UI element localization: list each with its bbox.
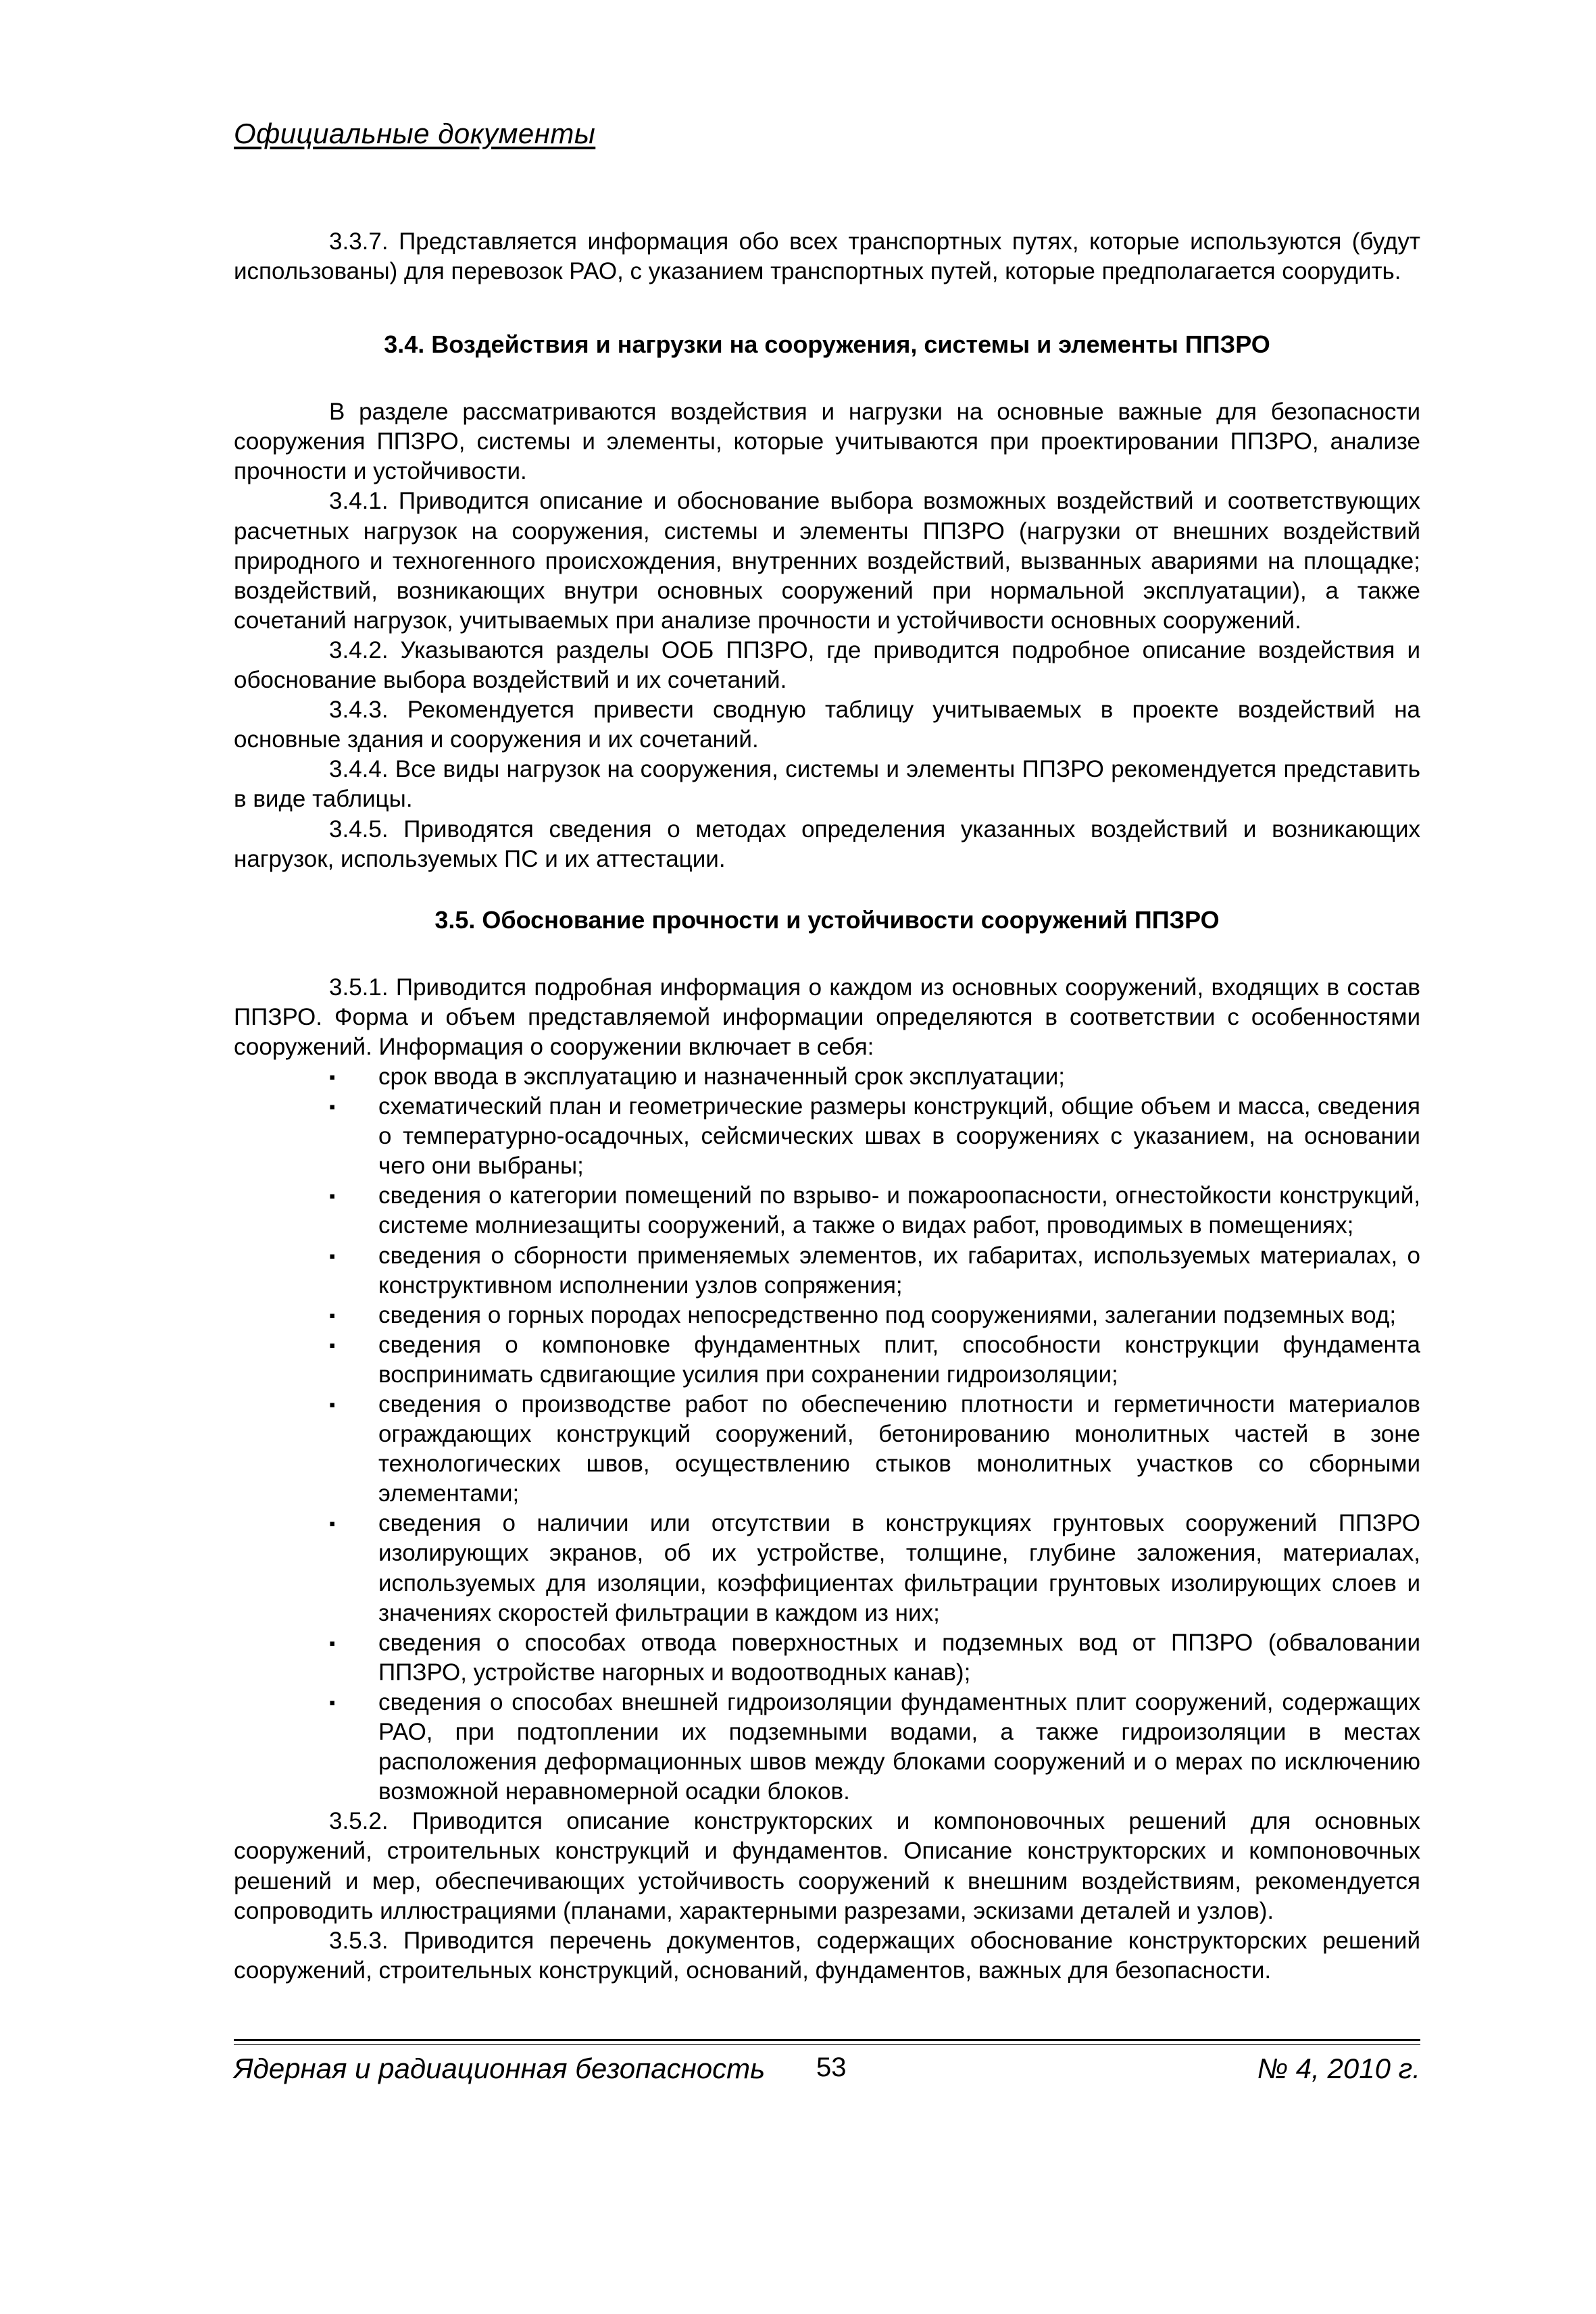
- list-item: [234, 1062, 1420, 1092]
- list-item: [234, 1301, 1420, 1330]
- list-item: [234, 1092, 1420, 1181]
- list-item: [234, 1330, 1420, 1390]
- list-item-text: срок ввода в эксплуатацию и назначенный срок эксплуатации;: [378, 1063, 1066, 1090]
- bullet-icon: ▪: [329, 1334, 336, 1355]
- section-heading-3-5: 3.5. Обоснование прочности и устойчивости сооружений ППЗРО: [434, 905, 1220, 934]
- footer-issue: № 4, 2010 г.: [1257, 2053, 1420, 2084]
- list-item: [234, 1628, 1420, 1688]
- paragraph-3-5-3: 3.5.3. Приводится перечень документов, содержащих обоснование конструкторских решений сооружений, строительных конструкций, оснований, фундаментов, важных для безопасности.: [234, 1927, 1420, 1984]
- paragraph-3-4-2: 3.4.2. Указываются разделы ООБ ППЗРО, где приводится подробное описание воздействия и обоснование выбора воздействий и их сочетаний.: [234, 636, 1420, 694]
- paragraph-3-4-4: 3.4.4. Все виды нагрузок на сооружения, системы и элементы ППЗРО рекомендуется представить в виде таблицы.: [234, 756, 1420, 813]
- list-item-text: сведения о компоновке фундаментных плит, способности конструкции фундамента воспринимать сдвигающие усилия при сохранении гидроизоляции;: [378, 1331, 1420, 1388]
- list-item: [234, 1181, 1420, 1240]
- info-bullet-list: [234, 1062, 1420, 1807]
- list-item-text: сведения о наличии или отсутствии в конструкциях грунтовых сооружений ППЗРО изолирующих экранов, об их устройстве, толщине, глубине заложения, материалах, используемых для изоляции, коэффициентах фильтрации грунтовых изолирующих слоев и значениях скоростей фильтрации в каждом из них;: [378, 1510, 1420, 1626]
- list-item: [234, 1509, 1420, 1628]
- paragraph-3-5-2: 3.5.2. Приводится описание конструкторских и компоновочных решений для основных сооружений, строительных конструкций и фундаментов. Описание конструкторских и компоновочных решений и мер, обеспечивающих устойчивость сооружений к внешним воздействиям, рекомендуется сопроводить иллюстрациями (планами, характерными разрезами, эскизами деталей и узлов).: [234, 1808, 1420, 1924]
- list-item-text: сведения о сборности применяемых элементов, их габаритах, используемых материалах, о конструктивном исполнении узлов сопряжения;: [378, 1242, 1420, 1299]
- bullet-icon: ▪: [329, 1066, 336, 1087]
- paragraph-3-5-1: 3.5.1. Приводится подробная информация о каждом из основных сооружений, входящих в состав ППЗРО. Форма и объем представляемой информации определяются в соответствии с особенностями сооружений. Информация о сооружении включает в себя:: [234, 974, 1420, 1060]
- page-number: 53: [816, 2053, 847, 2082]
- running-head: Официальные документы: [234, 118, 596, 149]
- list-item-text: сведения о способах внешней гидроизоляции фундаментных плит сооружений, содержащих РАО, при подтоплении их подземными водами, а также гидроизоляции в местах расположения деформационных швов между блоками сооружений и о мерах по исключению возможной неравномерной осадки блоков.: [378, 1688, 1420, 1805]
- paragraph-3-4-intro: В разделе рассматриваются воздействия и нагрузки на основные важные для безопасности сооружения ППЗРО, системы и элементы, которые учитываются при проектировании ППЗРО, анализе прочности и устойчивости.: [234, 399, 1420, 485]
- bullet-icon: ▪: [329, 1305, 336, 1326]
- list-item: [234, 1241, 1420, 1301]
- bullet-icon: ▪: [329, 1692, 336, 1713]
- list-item-text: сведения о категории помещений по взрыво- и пожароопасности, огнестойкости конструкций, системе молниезащиты сооружений, а также о видах работ, проводимых в помещениях;: [378, 1182, 1420, 1239]
- list-item: [234, 1390, 1420, 1509]
- list-item-text: сведения о способах отвода поверхностных и подземных вод от ППЗРО (обваловании ППЗРО, устройстве нагорных и водоотводных канав);: [378, 1629, 1420, 1686]
- paragraph-3-3-7: 3.3.7. Представляется информация обо всех транспортных путях, которые используются (будут использованы) для перевозок РАО, с указанием транспортных путей, которые предполагается соорудить.: [234, 228, 1420, 285]
- footer-journal-title: Ядерная и радиационная безопасность: [234, 2053, 766, 2084]
- section-heading-3-4: 3.4. Воздействия и нагрузки на сооружения, системы и элементы ППЗРО: [384, 330, 1270, 359]
- list-item: [234, 1688, 1420, 1807]
- bullet-icon: ▪: [329, 1394, 336, 1415]
- bullet-icon: ▪: [329, 1186, 336, 1207]
- list-item-text: сведения о производстве работ по обеспечению плотности и герметичности материалов ограждающих конструкций сооружений, бетонированию монолитных частей в зоне технологических швов, осуществлению стыков монолитных участков со сборными элементами;: [378, 1391, 1420, 1507]
- bullet-icon: ▪: [329, 1513, 336, 1534]
- bullet-icon: ▪: [329, 1097, 336, 1117]
- footer-divider: [234, 2039, 1420, 2045]
- main-content: [234, 227, 1420, 1986]
- paragraph-3-4-1: 3.4.1. Приводится описание и обоснование выбора возможных воздействий и соответствующих расчетных нагрузок на сооружения, системы и элементы ППЗРО (нагрузки от внешних воздействий природного и техногенного происхождения, внутренних воздействий, вызванных авариями на площадке; воздействий, возникающих внутри основных сооружений при нормальной эксплуатации), а также сочетаний нагрузок, учитываемых при анализе прочности и устойчивости основных сооружений.: [234, 488, 1420, 634]
- list-item-text: сведения о горных породах непосредственно под сооружениями, залегании подземных вод;: [378, 1301, 1397, 1328]
- paragraph-3-4-3: 3.4.3. Рекомендуется привести сводную таблицу учитываемых в проекте воздействий на основные здания и сооружения и их сочетаний.: [234, 697, 1420, 753]
- bullet-icon: ▪: [329, 1632, 336, 1653]
- list-item-text: схематический план и геометрические размеры конструкций, общие объем и масса, сведения о температурно-осадочных, сейсмических швах в сооружениях с указанием, на основании чего они выбраны;: [378, 1093, 1420, 1180]
- bullet-icon: ▪: [329, 1245, 336, 1266]
- paragraph-3-4-5: 3.4.5. Приводятся сведения о методах определения указанных воздействий и возникающих нагрузок, используемых ПС и их аттестации.: [234, 815, 1420, 872]
